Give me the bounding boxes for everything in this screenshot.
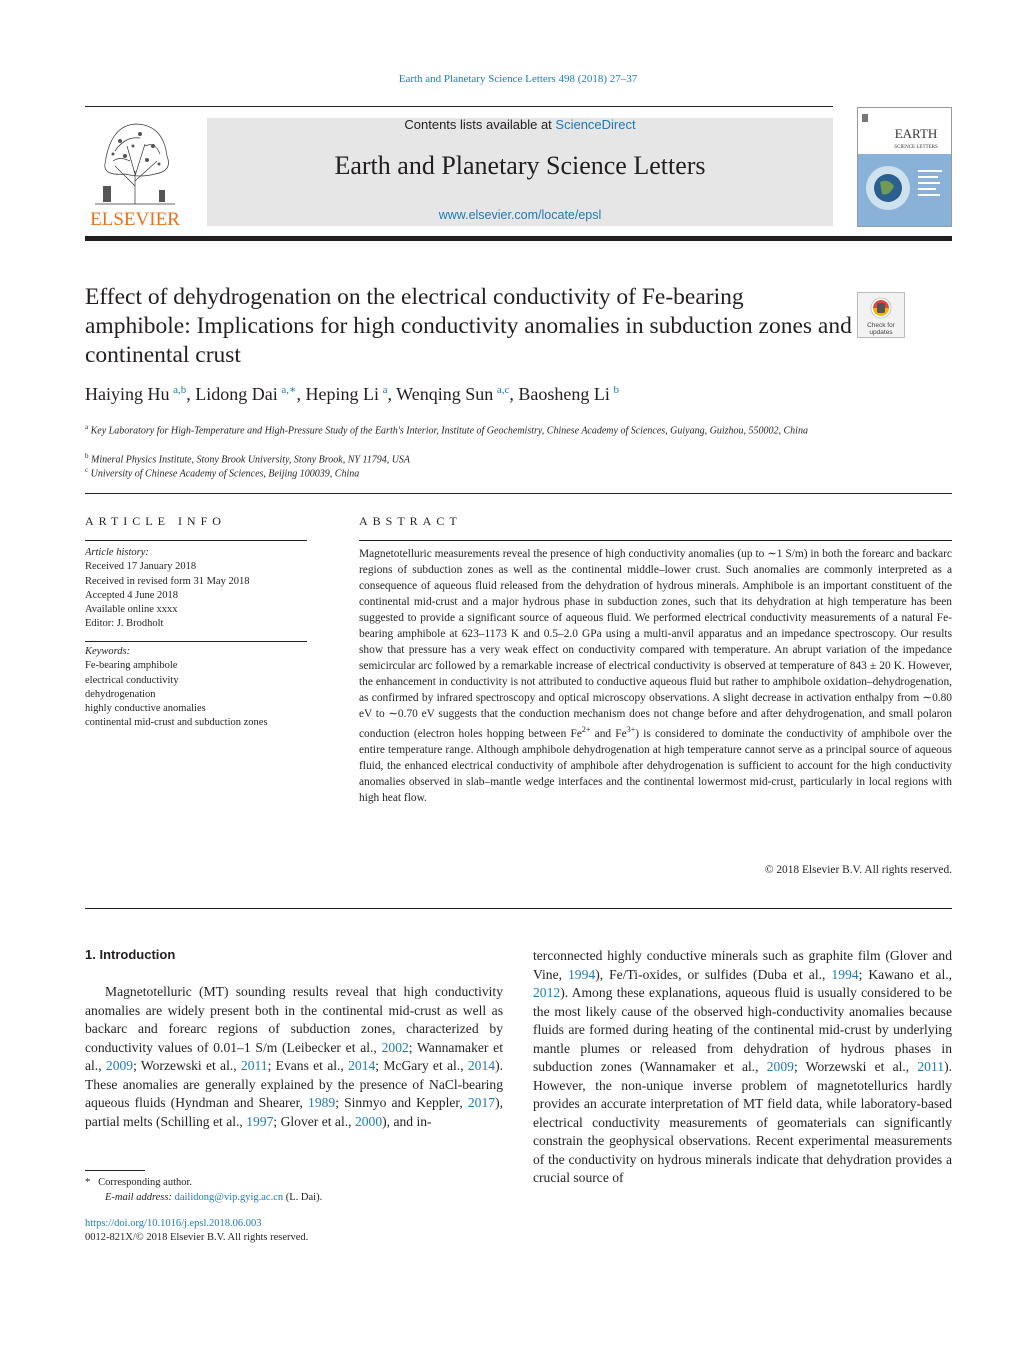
- author-list: Haiying Hu $^{a,b}$, Lidong Dai $^{a,∗}$, Heping Li $^a$, Wenqing Sun $^{a,c}$, Baosheng Li $^b$: [85, 384, 619, 404]
- keywords-rule: [85, 641, 307, 642]
- keyword-item: electrical conductivity: [85, 674, 179, 686]
- citation-year-link[interactable]: 2002: [381, 1039, 409, 1055]
- elsevier-logo[interactable]: [85, 116, 185, 228]
- citation-year-link[interactable]: 2017: [467, 1095, 496, 1110]
- email-link[interactable]: dailidong@vip.gyig.ac.cn: [174, 1192, 284, 1203]
- abstract-text: Magnetotelluric measurements reveal the presence of high conductivity anomalies (up to ∼1 S/m) in both the forearc and backarc regions of subduction zones as well as the continental middle–lower crust. Such anomalies are commonly interpreted as a consequence of aqueous fluid released from the dehydration of hydrous minerals. Amphibole is an important constituent of the continental mid-crust and a major hydrous phase in subduction zones, such that its dehydration at high temperature has been suggested to provide a significant source of aqueous fluid. We performed electrical conductivity measurements of a natural Fe-bearing amphibole at 623–1173 K and 0.5–2.0 GPa using a multi-anvil apparatus and an impedance spectroscopy. Our results show that pressure has a very weak effect on conductivity compared with temperature. An abrupt variation of the impedance semicircular arc followed by a remarkable increase of electrical conductivity is observed at temperature of 843 ± 20 K. However, the enhancement in conductivity is not attributed to conductive aqueous fluid but rather to amphibole oxidation–dehydrogenation, as confirmed by infrared spectroscopy and optical microscopy observations. A slight decrease in activation enthalpy from ∼0.80 eV to ∼0.70 eV suggests that the conduction mechanism does not change before and after dehydrogenation, and small polaron conduction (electron holes hopping between $Fe^{2+}$ and $Fe^{3+}$) is considered to dominate the conductivity of amphibole over the entire temperature range. Although amphibole dehydrogenation at high temperature cannot serve as a principal source of aqueous fluid, the enhanced electrical conductivity of amphibole after dehydrogenation is sufficient to account for the high conductivity anomalies observed in slab–mantle wedge interfaces and the continental lowermost mid-crust, particularly in local regions with high heat flow.: [359, 548, 952, 804]
- check-updates-icon: [858, 293, 904, 337]
- citation-year-link[interactable]: 2009: [105, 1058, 134, 1073]
- elsevier-tree-icon: [85, 116, 185, 228]
- article-title: Effect of dehydrogenation on the electrical conductivity of Fe-bearing amphibole: Implications for high conductivity anomalies in subduction zones and continental crust: [85, 284, 852, 368]
- history-item: Editor: J. Brodholt: [85, 618, 164, 630]
- introduction-heading: 1. Introduction: [85, 947, 176, 962]
- body-text: ), and in-: [382, 1113, 432, 1129]
- svg-text:SCIENCE LETTERS: SCIENCE LETTERS: [894, 145, 938, 150]
- history-item: Available online xxxx: [85, 604, 178, 616]
- footnote-rule: [85, 1170, 145, 1171]
- citation-year-link[interactable]: 2011: [240, 1058, 268, 1073]
- keywords: [85, 645, 315, 731]
- affiliation-c: $^c$ University of Chinese Academy of Sciences, Beijing 100039, China: [85, 466, 360, 480]
- citation-year-link[interactable]: 2014: [348, 1058, 376, 1073]
- journal-url-link[interactable]: www.elsevier.com/locate/epsl: [438, 208, 602, 222]
- contents-prefix: Contents lists available at: [404, 117, 556, 132]
- body-text: ). Among these explanations, aqueous fluid is usually considered to be the most likely cause of the observed high-conductivity anomalies because fluids are formed during heating of the continental mid-crust by underlying mantle plumes or released from dehydration of hydrous phases in subduction zones (Wannamaker et al.,: [533, 985, 952, 1074]
- citation-year-link[interactable]: 2009: [766, 1059, 794, 1074]
- body-text: ; Worzewski et al.,: [793, 1059, 918, 1074]
- article-history: [85, 546, 315, 632]
- keyword-item: highly conductive anomalies: [85, 703, 206, 715]
- svg-text:Check for: Check for: [867, 322, 895, 329]
- author-name[interactable]: Lidong Dai: [195, 384, 278, 404]
- footnote: [85, 1175, 485, 1205]
- journal-name: Earth and Planetary Science Letters: [334, 151, 706, 180]
- body-text: ; Kawano et al.,: [858, 966, 953, 982]
- keyword-item: continental mid-crust and subduction zones: [85, 717, 268, 729]
- history-item: Accepted 4 June 2018: [85, 589, 179, 601]
- body-text: ). However, the non-unique inverse problem of magnetotellurics hardly provides an accurate interpretation of MT field data, while laboratory-based electrical conductivity measurements of geomaterials can significantly constrain the geophysical observations. Recent experimental measurements of the conductivity on hydrous minerals indicate that dehydration provides a crucial source of: [533, 1059, 952, 1185]
- journal-cover-thumbnail[interactable]: [857, 107, 952, 227]
- body-text: ; Sinmyo and Keppler,: [335, 1095, 468, 1110]
- email-label: E-mail address:: [105, 1192, 172, 1203]
- article-info-heading: ARTICLE INFO: [85, 514, 226, 528]
- body-text: terconnected highly conductive minerals such as graphite film (Glover and Vine,: [533, 948, 952, 982]
- citation-year-link[interactable]: 1994: [831, 966, 859, 982]
- article-info-rule: [85, 540, 307, 541]
- citation-year-link[interactable]: 2014: [467, 1058, 496, 1073]
- body-text: ). These anomalies are generally explained by the presence of NaCl-bearing aqueous fluids (Hyndman and Shearer,: [85, 1058, 503, 1110]
- abstract-copyright: © 2018 Elsevier B.V. All rights reserved.: [764, 864, 952, 876]
- email-suffix: (L. Dai).: [285, 1192, 323, 1203]
- body-text: ; Wannamaker et al.,: [85, 1039, 503, 1073]
- abstract-rule: [359, 540, 952, 541]
- author-name[interactable]: Heping Li: [305, 384, 379, 404]
- section-rule: [85, 493, 952, 494]
- article-history-label: Article history:: [85, 547, 149, 558]
- corresponding-author-label: Corresponding author.: [98, 1177, 193, 1188]
- header-rule: [85, 106, 833, 107]
- doi-link[interactable]: https://doi.org/10.1016/j.epsl.2018.06.003: [85, 1218, 262, 1229]
- author-affiliation-marker[interactable]: a,∗: [281, 384, 297, 396]
- header-thick-rule: [85, 236, 952, 241]
- abstract-heading: ABSTRACT: [359, 514, 462, 528]
- body-text: ; Worzewski et al.,: [133, 1058, 241, 1073]
- author-name[interactable]: Baosheng Li: [518, 384, 610, 404]
- history-item: Received 17 January 2018: [85, 561, 197, 573]
- keywords-label: Keywords:: [85, 646, 131, 657]
- citation-year-link[interactable]: 2012: [533, 985, 561, 1000]
- affiliation-a: $^a$ Key Laboratory for High-Temperature and High-Pressure Study of the Earth's Interior, Institute of Geochemistry, Chinese Academy of Sciences, Guiyang, Guizhou, 550002, China: [85, 423, 808, 437]
- keyword-item: dehydrogenation: [85, 688, 156, 700]
- citation-year-link[interactable]: 2011: [917, 1059, 945, 1074]
- body-text: Magnetotelluric (MT) sounding results reveal that high conductivity anomalies are widely present both in the continental mid-crust as well as backarc and forearc regions of subduction zones, characterized by conductivity values of 0.01–1 S/m (Leibecker et al.,: [85, 984, 503, 1055]
- intro-column-left: [85, 983, 503, 1131]
- citation-year-link[interactable]: 2000: [354, 1113, 383, 1129]
- keyword-item: Fe-bearing amphibole: [85, 660, 178, 672]
- history-item: Received in revised form 31 May 2018: [85, 575, 250, 587]
- body-text: ), partial melts (Schilling et al.,: [85, 1095, 503, 1129]
- elsevier-wordmark: ELSEVIER: [90, 209, 180, 228]
- check-for-updates-badge[interactable]: [857, 292, 905, 338]
- body-text: ; Glover et al.,: [273, 1113, 355, 1129]
- contents-line: [207, 117, 833, 132]
- author-affiliation-marker[interactable]: b: [613, 384, 619, 396]
- citation-year-link[interactable]: 1989: [308, 1095, 336, 1110]
- author-affiliation-marker[interactable]: a,b: [173, 384, 187, 396]
- body-text: ), Fe/Ti-oxides, or sulfides (Duba et al.,: [595, 966, 832, 982]
- journal-citation[interactable]: Earth and Planetary Science Letters 498 (2018) 27–37: [398, 73, 638, 85]
- cover-image: [858, 108, 951, 226]
- svg-text:EARTH: EARTH: [894, 126, 938, 141]
- body-text: ; Evans et al.,: [267, 1058, 349, 1073]
- author-name[interactable]: Wenqing Sun: [396, 384, 494, 404]
- author-name[interactable]: Haiying Hu: [85, 384, 170, 404]
- body-text: ; McGary et al.,: [375, 1058, 468, 1073]
- author-affiliation-marker[interactable]: a,c: [496, 384, 510, 396]
- citation-year-link[interactable]: 1994: [568, 966, 596, 982]
- affiliation-b: $^b$ Mineral Physics Institute, Stony Brook University, Stony Brook, NY 11794, USA: [85, 452, 411, 466]
- section-rule: [85, 908, 952, 909]
- citation-year-link[interactable]: 1997: [246, 1113, 274, 1129]
- sciencedirect-link[interactable]: ScienceDirect: [555, 117, 636, 132]
- issn-copyright: 0012-821X/© 2018 Elsevier B.V. All rights reserved.: [85, 1232, 309, 1243]
- svg-text:updates: updates: [869, 329, 893, 336]
- footnote-mark: *: [85, 1177, 91, 1188]
- author-affiliation-marker[interactable]: a: [382, 384, 388, 396]
- intro-column-right: [533, 947, 952, 1188]
